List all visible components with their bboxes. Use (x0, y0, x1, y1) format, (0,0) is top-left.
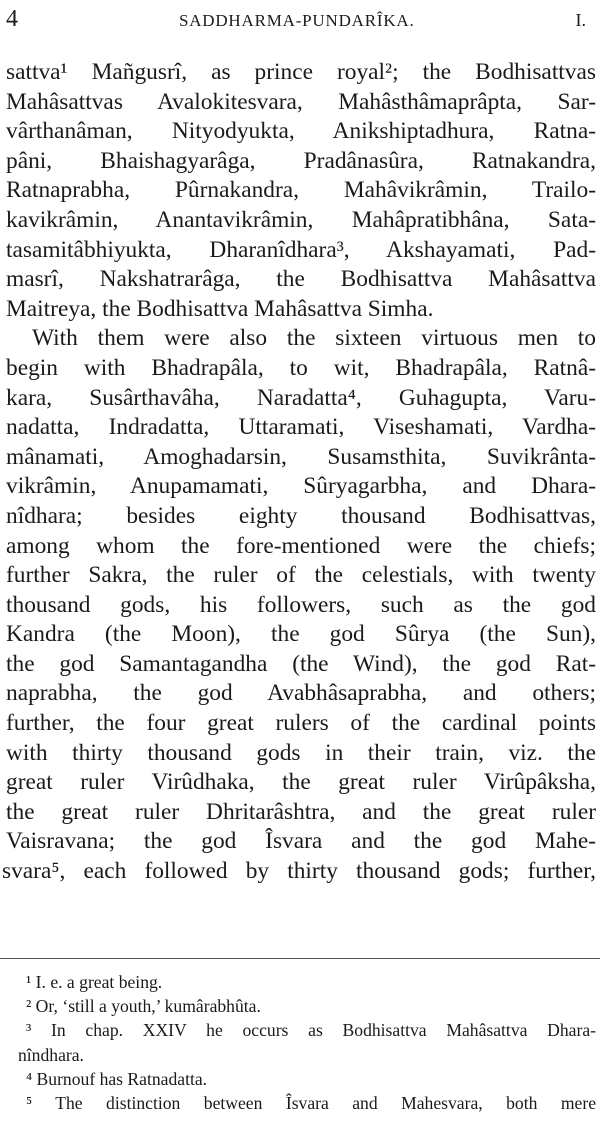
footnote-3-continued: nîndhara. (18, 1044, 84, 1065)
text-line: Vaisravana; the god Îsvara and the god Mahe- (6, 828, 596, 855)
running-title: SADDHARMA-PUNDARÎKA. (178, 11, 415, 30)
text-line: pâni, Bhaishagyarâga, Pradânasûra, Ratnakandra, (6, 147, 596, 174)
text-line: further Sakra, the ruler of the celestials, with twenty (6, 562, 596, 589)
text-line: begin with Bhadrapâla, to wit, Bhadrapâla, Ratnâ- (6, 354, 596, 381)
text-line: thousand gods, his followers, such as the god (6, 591, 596, 618)
text-line: the god Samantagandha (the Wind), the god Rat- (6, 650, 596, 677)
body-text (2, 58, 596, 887)
footnote-4: ⁴ Burnouf has Ratnadatta. (26, 1068, 208, 1089)
footnotes (18, 970, 596, 1115)
text-line: nadatta, Indradatta, Uttaramati, Viseshamati, Vardha- (6, 414, 596, 441)
text-line: kara, Susârthavâha, Naradatta⁴, Guhagupta, Varu- (6, 384, 596, 411)
text-line: among whom the fore-mentioned were the chiefs; (6, 532, 596, 559)
text-line: nîdhara; besides eighty thousand Bodhisattvas, (6, 502, 596, 529)
text-line: Kandra (the Moon), the god Sûrya (the Sun), (6, 621, 596, 648)
text-line: vikrâmin, Anupamamati, Sûryagarbha, and Dhara- (6, 473, 596, 500)
text-line: Mahâsattvas Avalokitesvara, Mahâsthâmaprâpta, Sar- (6, 88, 596, 115)
text-line: sattva¹ Mañgusrî, as prince royal²; the Bodhisattvas (6, 59, 596, 85)
footnote-3: ³ In chap. XXIV he occurs as Bodhisattva Mahâsattva Dhara- (26, 1020, 596, 1041)
paragraph-first-line: With them were also the sixteen virtuous men to (32, 325, 596, 352)
text-line: tasamitâbhiyukta, Dharanîdhara³, Akshayamati, Pad- (6, 236, 596, 263)
text-line: kavikrâmin, Anantavikrâmin, Mahâpratibhâna, Sata- (6, 206, 596, 233)
footnote-divider (0, 958, 600, 959)
page-number: 4 (6, 6, 18, 32)
footnote-1: ¹ I. e. a great being. (26, 972, 163, 992)
text-line: naprabha, the god Avabhâsaprabha, and others; (6, 680, 596, 707)
text-line: Ratnaprabha, Pûrnakandra, Mahâvikrâmin, Trailo- (6, 177, 596, 204)
text-line: great ruler Virûdhaka, the great ruler Virûpâksha, (6, 769, 596, 796)
text-line: Maitreya, the Bodhisattva Mahâsattva Simha. (6, 295, 434, 322)
text-line: with thirty thousand gods in their train, viz. the (6, 739, 596, 766)
text-line: masrî, Nakshatrarâga, the Bodhisattva Mahâsattva (6, 266, 596, 293)
footnote-2: ² Or, ‘still a youth,’ kumârabhûta. (26, 996, 261, 1017)
text-line: the great ruler Dhritarâshtra, and the great ruler (6, 798, 596, 825)
chapter-number: I. (575, 10, 586, 30)
footnote-5: ⁵ The distinction between Îsvara and Mahesvara, both mere (26, 1092, 596, 1113)
text-line: further, the four great rulers of the cardinal points (6, 710, 596, 737)
running-header (6, 2, 592, 36)
text-line: vârthanâman, Nityodyukta, Anikshiptadhura, Ratna- (6, 118, 596, 145)
text-line: mânamati, Amoghadarsin, Susamsthita, Suvikrânta- (6, 443, 596, 470)
text-line: svara⁵, each followed by thirty thousand gods; further, (2, 858, 596, 885)
